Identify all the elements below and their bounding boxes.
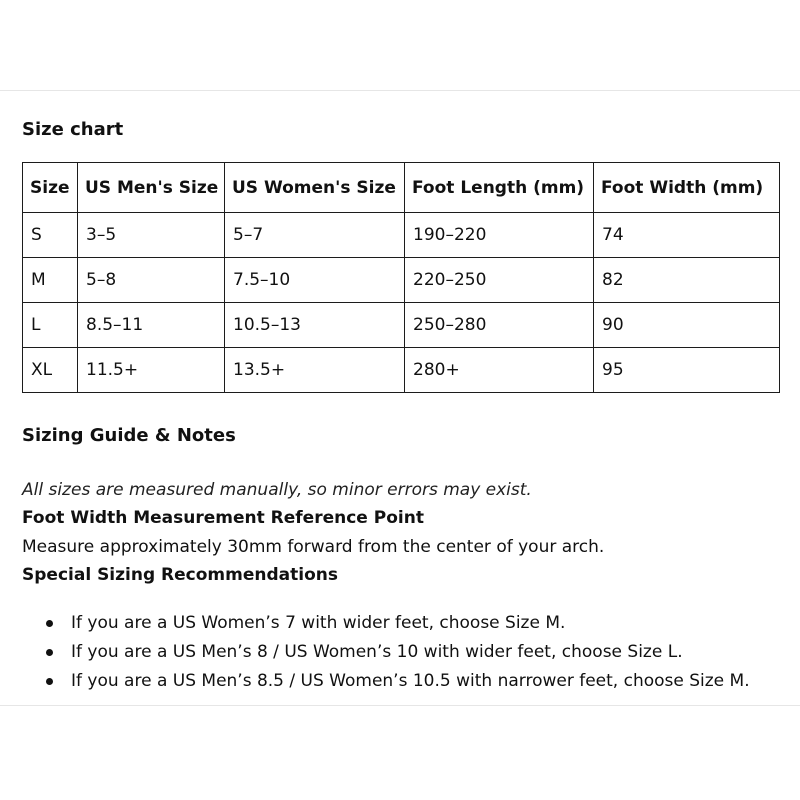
- table-cell: 8.5–11: [78, 303, 225, 348]
- list-item-text: If you are a US Men’s 8 / US Women’s 10 with wider feet, choose Size L.: [71, 642, 683, 662]
- table-cell: 82: [594, 258, 780, 303]
- table-cell: 11.5+: [78, 348, 225, 393]
- list-item: [44, 638, 750, 667]
- table-cell: 220–250: [405, 258, 594, 303]
- bullet-icon: [46, 620, 53, 627]
- table-cell: L: [23, 303, 78, 348]
- table-cell: 74: [594, 213, 780, 258]
- header-foot-length: Foot Length (mm): [405, 163, 594, 213]
- table-cell: 90: [594, 303, 780, 348]
- disclaimer-text: All sizes are measured manually, so minor errors may exist.: [22, 480, 532, 500]
- recommendations-list: [44, 609, 750, 696]
- table-cell: S: [23, 213, 78, 258]
- table-row: [23, 213, 780, 258]
- size-table: [22, 162, 780, 393]
- table-cell: 3–5: [78, 213, 225, 258]
- list-item-text: If you are a US Women’s 7 with wider feet, choose Size M.: [71, 613, 566, 633]
- width-reference-heading: Foot Width Measurement Reference Point: [22, 508, 424, 528]
- table-row: [23, 303, 780, 348]
- notes-heading: Sizing Guide & Notes: [22, 425, 236, 446]
- table-row: [23, 258, 780, 303]
- special-recommendations-heading: Special Sizing Recommendations: [22, 565, 338, 585]
- table-cell: M: [23, 258, 78, 303]
- table-cell: 280+: [405, 348, 594, 393]
- list-item-text: If you are a US Men’s 8.5 / US Women’s 10.5 with narrower feet, choose Size M.: [71, 671, 750, 691]
- table-cell: 7.5–10: [225, 258, 405, 303]
- table-header-row: [23, 163, 780, 213]
- header-us-mens-size: US Men's Size: [78, 163, 225, 213]
- list-item: [44, 609, 750, 638]
- table-cell: 13.5+: [225, 348, 405, 393]
- table-cell: 5–8: [78, 258, 225, 303]
- table-cell: 5–7: [225, 213, 405, 258]
- width-reference-text: Measure approximately 30mm forward from the center of your arch.: [22, 537, 605, 557]
- page-title: Size chart: [22, 119, 124, 140]
- table-cell: 190–220: [405, 213, 594, 258]
- table-cell: XL: [23, 348, 78, 393]
- table-cell: 95: [594, 348, 780, 393]
- header-foot-width: Foot Width (mm): [594, 163, 780, 213]
- table-cell: 250–280: [405, 303, 594, 348]
- table-cell: 10.5–13: [225, 303, 405, 348]
- header-size: Size: [23, 163, 78, 213]
- bullet-icon: [46, 649, 53, 656]
- bullet-icon: [46, 678, 53, 685]
- list-item: [44, 667, 750, 696]
- header-us-womens-size: US Women's Size: [225, 163, 405, 213]
- table-row: [23, 348, 780, 393]
